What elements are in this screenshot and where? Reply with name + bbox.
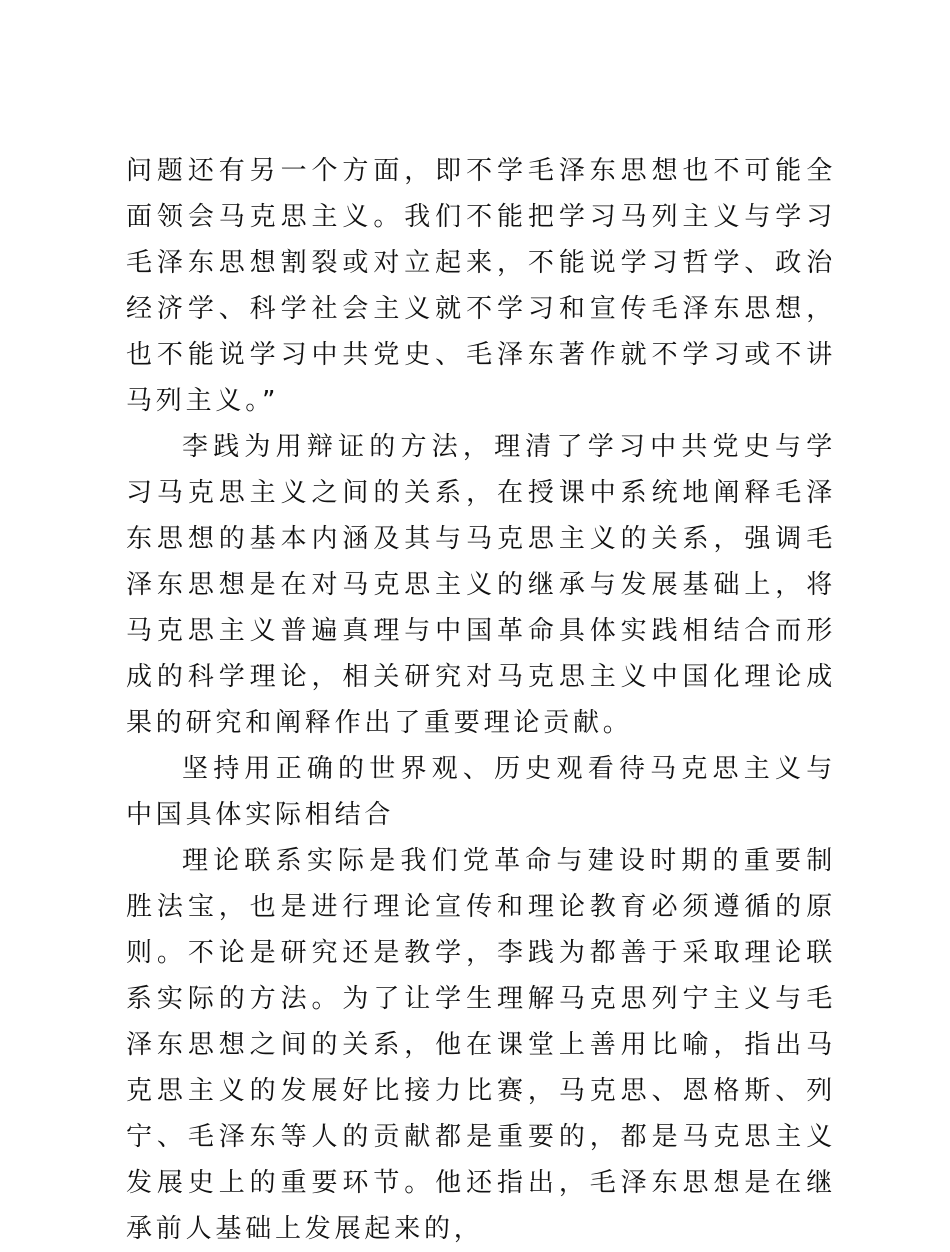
section-heading: 坚持用正确的世界观、历史观看待马克思主义与中国具体实际相结合 xyxy=(126,754,836,830)
document-page xyxy=(126,148,836,1252)
paragraph-1: 问题还有另一个方面，即不学毛泽东思想也不可能全面领会马克思主义。我们不能把学习马列主义与学习毛泽东思想割裂或对立起来，不能说学习哲学、政治经济学、科学社会主义就不学习和宣传毛泽东思想，也不能说学习中共党史、毛泽东著作就不学习或不讲马列主义。” xyxy=(126,156,836,416)
paragraph-3: 理论联系实际是我们党革命与建设时期的重要制胜法宝，也是进行理论宣传和理论教育必须遵循的原则。不论是研究还是教学，李践为都善于采取理论联系实际的方法。为了让学生理解马克思列宁主义与毛泽东思想之间的关系，他在课堂上善用比喻，指出马克思主义的发展好比接力比赛，马克思、恩格斯、列宁、毛泽东等人的贡献都是重要的，都是马克思主义发展史上的重要环节。他还指出，毛泽东思想是在继承前人基础上发展起来的， xyxy=(126,846,836,1244)
paragraph-2: 李践为用辩证的方法，理清了学习中共党史与学习马克思主义之间的关系，在授课中系统地阐释毛泽东思想的基本内涵及其与马克思主义的关系，强调毛泽东思想是在对马克思主义的继承与发展基础上，将马克思主义普遍真理与中国革命具体实践相结合而形成的科学理论，相关研究对马克思主义中国化理论成果的研究和阐释作出了重要理论贡献。 xyxy=(126,432,836,738)
